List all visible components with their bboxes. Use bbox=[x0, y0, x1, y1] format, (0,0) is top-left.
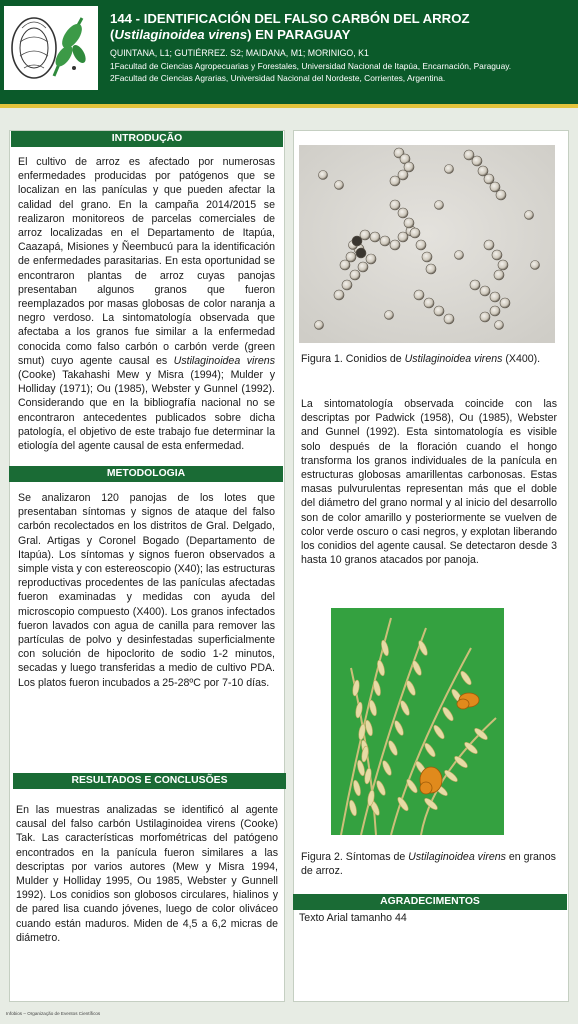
figure-1-caption bbox=[301, 352, 557, 366]
metodologia-text: Se analizaron 120 panojas de los lotes que presentaban síntomas y signos de ataque del falso carbón recolectados en los distritos de Gral. Delgado, Gral. Artigas y Coronel Bogado (Departamento de Itapúa). Los síntomas y signos fueron observados a simple vista y con estereoscopio (X40); las estructuras reproductivas procedentes de las panículas afectadas fueron examinadas y medidas con ayuda del microscopio compuesto (X400). Los granos infectados fueron lavados con agua de canilla para remover las partículas de polvo y desinfestadas superficialmente con solución de hipoclorito de sodio 1-2 minutos, secadas y luego transferidas a medio de cultivo PDA. Los platos fueron incubados a 25-28ºC por 7-10 días. bbox=[18, 492, 275, 689]
introducao-text-part-1: El cultivo de arroz es afectado por numerosas enfermedades producidas por patógenos que se localizan en las panículas y que pueden afectar la calidad del grano. En la campaña 2014/2015 se realizaron monitoreos de parcelas comerciales de arroz localizadas en el Departamento de Itapúa, Caazapá, Misiones y Ñeembucú para la identificación de enfermedades parasitarias. En esta oportunidad se encontraron plantas de arroz cuyas panojas presentaban algunos granos que fueron reemplazados por masas globosas de color naranja a negro verdoso. La sintomatología observada que afectaba a los granos fue similar a la enfermedad conocida como falso carbón o carbón verde (green smut) cuyo agente causal es bbox=[18, 156, 275, 367]
poster-title bbox=[110, 11, 566, 43]
header-accent-stripe bbox=[0, 104, 578, 108]
title-suffix: ) EN PARAGUAY bbox=[247, 27, 351, 42]
introducao-species: Ustilaginoidea virens bbox=[173, 354, 275, 367]
institution-logo bbox=[4, 6, 98, 90]
figure-2-caption bbox=[301, 850, 561, 878]
section-heading-metodologia: METODOLOGIA bbox=[9, 466, 283, 482]
title-species: Ustilaginoidea virens bbox=[114, 27, 248, 42]
footer-note: Infobios – Organização de Eventos Científicos bbox=[6, 1011, 101, 1016]
authors-line: QUINTANA, L1; GUTIÉRREZ. S2; MAIDANA, M1; MORINIGO, K1 bbox=[110, 48, 369, 58]
discussion-text: La sintomatología observada coincide con las descriptas por Padwick (1958), Ou (1985), Webster and Gunnel (1992). Esta sintomatología es visible solo después de la floración cuando el hongo transforma los granos individuales de la panícula en estructuras globosas amarillentas carbonosas. Estas masas pulvurulentas representan más que el doble del diámetro del grano normal y al inicio del desarrollo son de color amarillo y posteriormente se vuelven de color verde oscuro o casi negros, y explotan liberando los conidios del agente causal. Se detectaron desde 3 hasta 10 granos atacados por panoja. bbox=[301, 398, 557, 567]
figure-1-caption-species: Ustilaginoidea virens bbox=[404, 353, 503, 365]
section-heading-agradecimentos: AGRADECIMENTOS bbox=[293, 894, 567, 910]
affiliation-1: 1Facultad de Ciencias Agropecuarias y Forestales, Universidad Nacional de Itapúa, Encarnación, Paraguay. bbox=[110, 61, 512, 71]
figure-2-caption-suffix: en granos de arroz. bbox=[301, 851, 556, 878]
agradecimentos-text: Texto Arial tamanho 44 bbox=[299, 912, 407, 924]
title-prefix: 144 - IDENTIFICACIÓN DEL FALSO CARBÓN DEL ARROZ ( bbox=[110, 11, 470, 42]
introducao-text bbox=[18, 155, 275, 453]
figure-2-caption-species: Ustilaginoidea virens bbox=[408, 851, 506, 863]
figure-1-caption-suffix: (X400). bbox=[502, 353, 541, 365]
section-heading-introducao: INTRODUÇÃO bbox=[11, 131, 283, 147]
figure-1-micrograph bbox=[299, 145, 555, 343]
resultados-text: En las muestras analizadas se identificó al agente causal del falso carbón Ustilaginoidea virens (Cooke) Tak. Las características morfométricas del patógeno encontrados en la panícula fueron similares a las descriptas por varios autores (Mew y Misra 1994, Mulder y Holliday 1995, Ou 1985, Webster y Gunnell 1992). Los conidios son globosos circulares, hialinos y de pared lisa cuando jóvenes, luego de color oliváceo cuando están maduros. Miden de 4,5 a 6,2 micras de diámetro. bbox=[16, 804, 278, 944]
introducao-text-part-2: (Cooke) Takahashi Mew y Misra (1994); Mulder y Holliday (1971); Ou (1985), Webster y Gunnel (1992). Considerando que en la bibliografía nacional no se encontraron antecedentes publicados sobre dicha patología, el objetivo de este trabajo fue determinar la etiología del agente causal de esta enfermedad. bbox=[18, 369, 275, 453]
figure-1-caption-prefix: Figura 1. Conidios de bbox=[301, 353, 405, 365]
section-heading-resultados: RESULTADOS E CONCLUSÕES bbox=[13, 773, 286, 789]
figure-2-caption-prefix: Figura 2. Síntomas de bbox=[301, 851, 409, 863]
figure-2-rice-panicle-photo bbox=[331, 608, 504, 835]
affiliation-2: 2Facultad de Ciencias Agrarias, Universidad Nacional del Nordeste, Corrientes, Argentina. bbox=[110, 73, 446, 83]
